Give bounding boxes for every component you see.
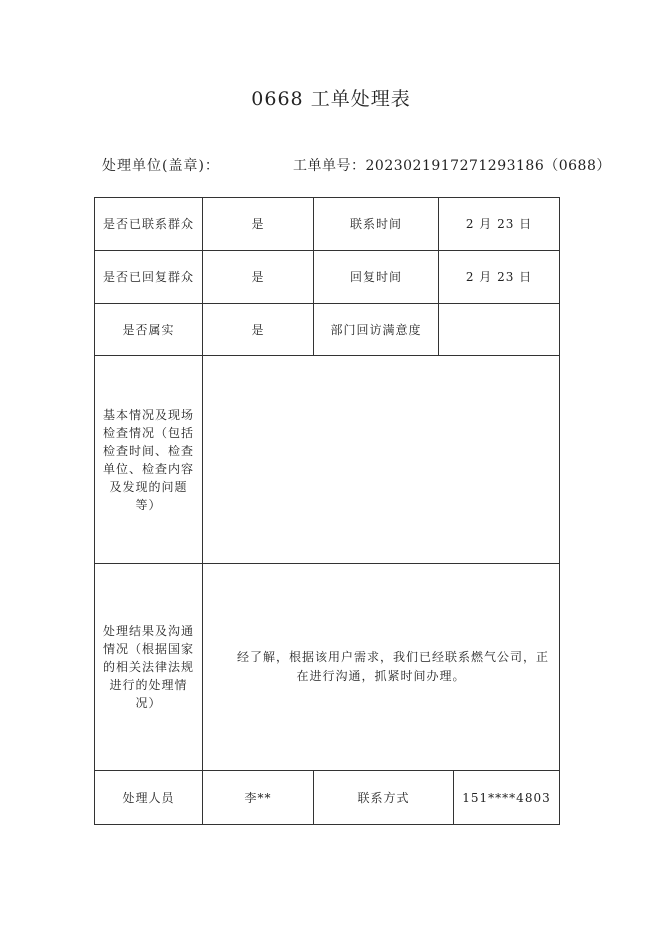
order-number (293, 155, 611, 175)
satisfaction-label: 部门回访满意度 (314, 304, 439, 356)
order-number-label: 工单单号： (293, 158, 366, 174)
reply-time-value: 2 月 23 日 (439, 251, 560, 304)
page-title: 0668 工单处理表 (251, 88, 411, 110)
verified-value: 是 (203, 304, 314, 356)
handler-value: 李** (203, 771, 314, 825)
contacted-value: 是 (203, 198, 314, 251)
satisfaction-value (439, 304, 560, 356)
table-row (95, 771, 560, 825)
handling-unit-label: 处理单位(盖章)： (102, 158, 220, 174)
result-label: 处理结果及沟通情况（根据国家的相关法律法规进行的处理情况） (95, 564, 203, 771)
reply-time-label: 回复时间 (314, 251, 439, 304)
contact-time-value: 2 月 23 日 (439, 198, 560, 251)
contacted-label: 是否已联系群众 (95, 198, 203, 251)
work-order-table (94, 197, 560, 825)
table-row (95, 198, 560, 251)
basic-info-value (203, 356, 560, 564)
table-row (95, 304, 560, 356)
basic-info-label: 基本情况及现场检查情况（包括检查时间、检查单位、检查内容及发现的问题等） (95, 356, 203, 564)
verified-label: 是否属实 (95, 304, 203, 356)
table-row (95, 564, 560, 771)
contact-time-label: 联系时间 (314, 198, 439, 251)
phone-value: 151****4803 (454, 771, 560, 825)
handler-label: 处理人员 (95, 771, 203, 825)
table-row (95, 251, 560, 304)
result-value (203, 564, 560, 771)
result-text: 经了解，根据该用户需求，我们已经联系燃气公司，正在进行沟通，抓紧时间办理。 (237, 650, 550, 683)
table-row (95, 356, 560, 564)
replied-value: 是 (203, 251, 314, 304)
phone-label: 联系方式 (314, 771, 454, 825)
replied-label: 是否已回复群众 (95, 251, 203, 304)
order-number-value: 2023021917271293186（0688） (365, 158, 611, 174)
